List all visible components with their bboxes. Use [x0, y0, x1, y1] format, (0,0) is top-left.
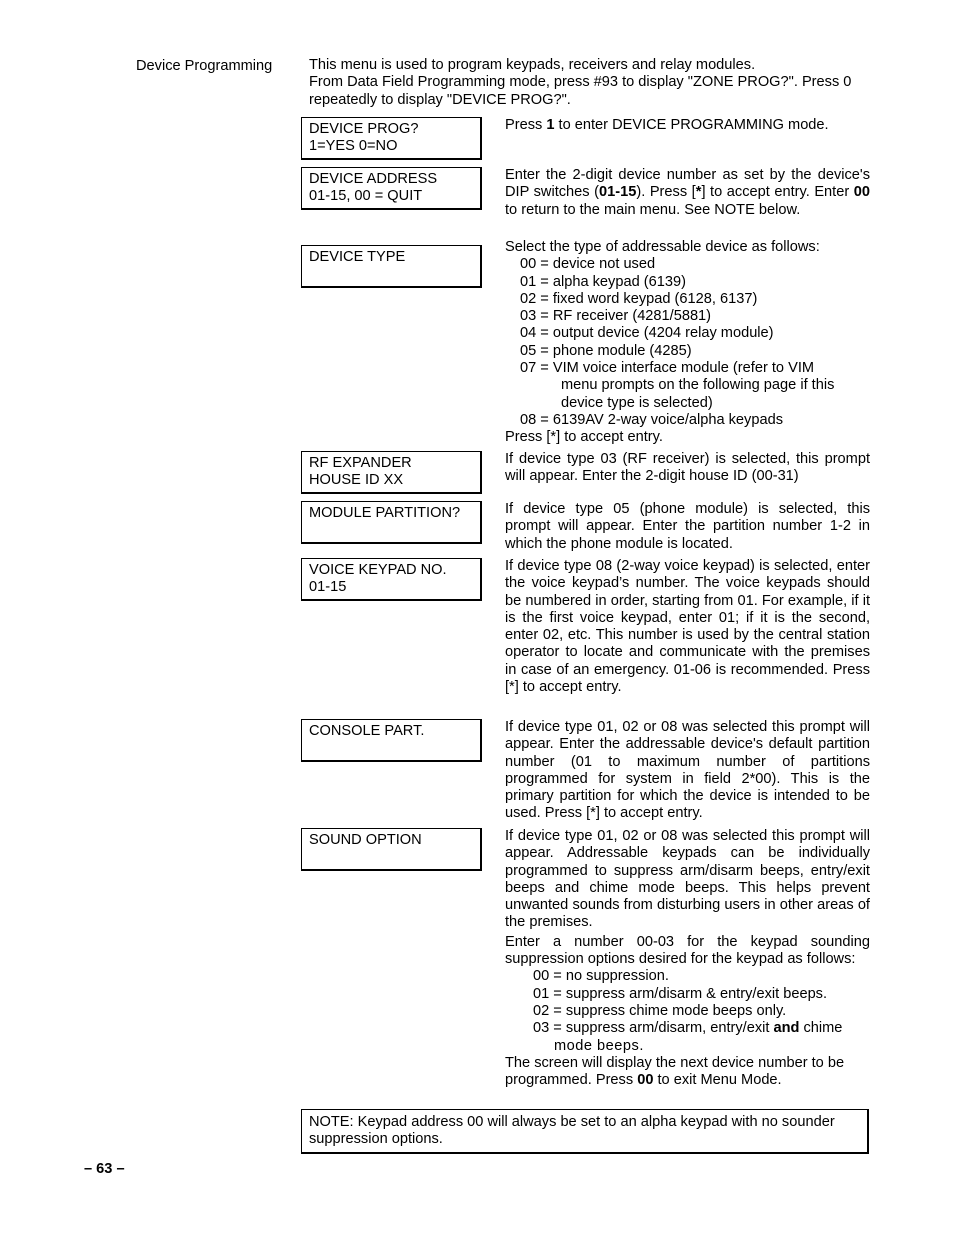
desc-paragraph: If device type 01, 02 or 08 was selected this prompt will appear. Addressable keypads can be individually programmed to suppress arm/disarm beeps, entry/exit beeps and chime mode beeps. This helps prevent unwanted sounds from disturbing users in other areas of the premises. [505, 828, 870, 931]
desc-text: to exit Menu Mode. [653, 1072, 782, 1089]
intro-line-1: This menu is used to program keypads, receivers and relay modules. [309, 57, 756, 73]
prompt-box-module-partition [301, 501, 482, 544]
desc-bold: 1 [546, 117, 555, 133]
option-item: 05 = phone module (4285) [520, 342, 692, 359]
prompt-line-2: 1=YES 0=NO [309, 138, 398, 154]
option-item [505, 1020, 870, 1037]
option-continuation: device type is selected) [561, 394, 713, 411]
prompt-line-1: SOUND OPTION [309, 832, 422, 848]
desc-accept: Press [*] to accept entry. [505, 429, 663, 446]
option-continuation: mode beeps. [554, 1037, 644, 1054]
prompt-box-device-prog [301, 117, 482, 160]
option-continuation: menu prompts on the following page if this [561, 377, 835, 394]
prompt-line-2: 01-15 [309, 579, 347, 595]
prompt-box-voice-keypad [301, 558, 482, 601]
desc-text: ). Press [ [636, 184, 696, 201]
desc-device-address [505, 167, 870, 219]
option-item: 08 = 6139AV 2-way voice/alpha keypads [520, 411, 783, 428]
desc-voice-keypad: If device type 08 (2-way voice keypad) is selected, enter the voice keypad’s number. The voice keypads should be numbered in order, starting from 01. For example, if it is the first voice keypad, enter 01; if it is the second, enter 02, etc. This number is used by the central station operator to locate and communicate with the premises in case of an emergency. 01-06 is recommended. Press [*] to accept entry. [505, 558, 870, 696]
prompt-box-device-address [301, 167, 482, 210]
desc-paragraph: Enter a number 00-03 for the keypad sounding suppression options desired for the keypad as follows: [505, 933, 870, 968]
prompt-line-1: VOICE KEYPAD NO. [309, 562, 447, 578]
desc-paragraph [505, 1055, 870, 1090]
desc-bold: 00 [637, 1072, 654, 1089]
desc-module-partition: If device type 05 (phone module) is selected, this prompt will appear. Enter the partition number 1-2 in which the phone module is located. [505, 501, 870, 552]
option-item: 04 = output device (4204 relay module) [520, 325, 774, 342]
option-list [505, 256, 870, 377]
prompt-line-2: HOUSE ID XX [309, 472, 404, 488]
option-item: 01 = alpha keypad (6139) [520, 273, 686, 290]
desc-text: to enter DEVICE PROGRAMMING mode. [554, 117, 829, 133]
desc-text: Press [505, 117, 547, 133]
intro-line-2: From Data Field Programming mode, press #93 to display "ZONE PROG?". Press 0 repeatedly to display "DEVICE PROG?". [309, 74, 852, 108]
note-box: NOTE: Keypad address 00 will always be set to an alpha keypad with no sounder suppression options. [301, 1109, 869, 1154]
prompt-box-device-type [301, 245, 482, 288]
prompt-line-1: RF EXPANDER [309, 455, 412, 471]
desc-text: ] to accept entry. Enter [701, 184, 854, 201]
option-item: 02 = fixed word keypad (6128, 6137) [520, 290, 758, 307]
option-item: 07 = VIM voice interface module (refer to VIM [520, 360, 815, 377]
desc-sound-option [505, 828, 870, 1089]
option-item: 03 = RF receiver (4281/5881) [520, 308, 712, 325]
desc-console-part: If device type 01, 02 or 08 was selected this prompt will appear. Enter the addressable device's default partition number (01 to maximum number of partitions programmed for system in field 2*00). This is the primary partition for which the device is intended to be used. Press [*] to accept entry. [505, 719, 870, 822]
page-number: – 63 – [84, 1161, 125, 1177]
prompt-line-1: DEVICE ADDRESS [309, 171, 438, 187]
option-item: 00 = device not used [520, 256, 656, 273]
desc-bold: 01-15 [599, 184, 637, 201]
desc-device-prog [505, 117, 870, 134]
desc-text: Enter the 2-digit device number as set by the device's DIP switches ( [505, 167, 870, 201]
prompt-box-sound-option [301, 828, 482, 871]
desc-text: to return to the main menu. See NOTE below. [505, 201, 801, 218]
option-item: 00 = no suppression. [533, 968, 669, 985]
option-item: 01 = suppress arm/disarm & entry/exit beeps. [533, 985, 828, 1002]
option-text: chime [799, 1020, 843, 1037]
desc-rf-expander: If device type 03 (RF receiver) is selected, this prompt will appear. Enter the 2-digit house ID (00-31) [505, 451, 870, 485]
prompt-line-1: CONSOLE PART. [309, 723, 425, 739]
section-label: Device Programming [136, 58, 273, 74]
prompt-box-console-part [301, 719, 482, 762]
desc-device-type [505, 239, 870, 447]
desc-bold: * [695, 184, 702, 201]
prompt-line-1: DEVICE PROG? [309, 121, 419, 137]
option-bold: and [773, 1020, 800, 1037]
option-text: 03 = suppress arm/disarm, entry/exit [533, 1020, 774, 1037]
desc-bold: 00 [853, 184, 870, 201]
prompt-line-2: 01-15, 00 = QUIT [309, 188, 423, 204]
intro-text [309, 57, 871, 109]
option-item: 02 = suppress chime mode beeps only. [533, 1002, 787, 1019]
prompt-line-1: DEVICE TYPE [309, 249, 406, 265]
desc-intro: Select the type of addressable device as follows: [505, 239, 820, 255]
prompt-line-1: MODULE PARTITION? [309, 505, 461, 521]
prompt-box-rf-expander [301, 451, 482, 494]
desc-text: The screen will display the next device number to be programmed. Press [505, 1054, 845, 1089]
